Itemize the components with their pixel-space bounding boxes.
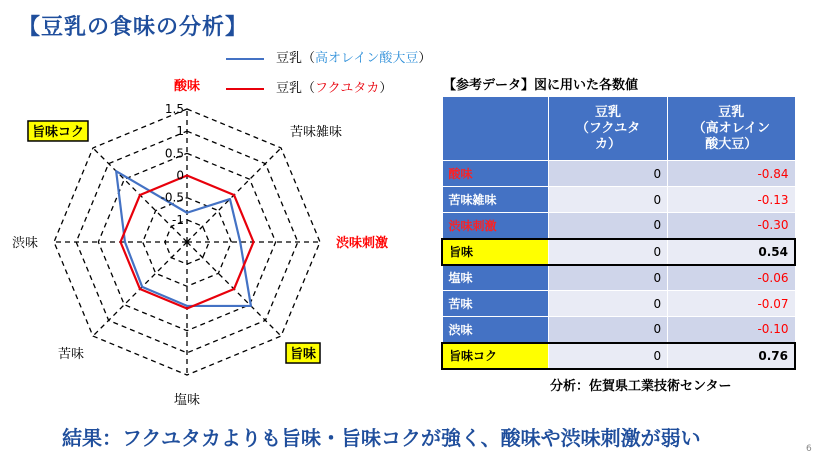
row-label: 塩味 bbox=[442, 265, 548, 291]
axis-label: 塩味 bbox=[174, 393, 201, 408]
table-header-row bbox=[442, 97, 795, 161]
axis-label: 旨味 bbox=[290, 347, 317, 363]
value-fukuyutaka: 0 bbox=[548, 161, 667, 187]
value-fukuyutaka: 0 bbox=[548, 239, 667, 265]
value-fukuyutaka: 0 bbox=[548, 317, 667, 343]
axis-label: 苦味 bbox=[57, 347, 84, 363]
value-high-oleic: 0.54 bbox=[668, 239, 795, 265]
source-credit: 分析：佐賀県工業技術センター bbox=[550, 379, 732, 394]
axis-label: 渋味 bbox=[12, 236, 39, 251]
value-high-oleic: -0.10 bbox=[668, 317, 795, 343]
table-header-cell bbox=[442, 97, 548, 161]
page-number: 6 bbox=[806, 444, 812, 454]
tick-label: 0.5 bbox=[164, 146, 184, 161]
table-row-highlight bbox=[442, 239, 795, 265]
table-row bbox=[442, 161, 795, 187]
value-high-oleic: 0.76 bbox=[668, 343, 795, 369]
axis-label: 苦味雑味 bbox=[290, 124, 343, 140]
tick-label: -0.5 bbox=[160, 190, 184, 205]
row-label: 渋味刺激 bbox=[442, 213, 548, 239]
table-row-highlight bbox=[442, 343, 795, 369]
legend-item-fukuyutaka bbox=[226, 74, 431, 104]
row-label: 苦味雑味 bbox=[442, 187, 548, 213]
tick-label: 1 bbox=[176, 124, 184, 139]
legend-swatch-red bbox=[226, 88, 264, 90]
chart-legend bbox=[226, 44, 431, 104]
table-header-high-oleic: 豆乳 （高オレイン 酸大豆） bbox=[668, 97, 795, 161]
value-fukuyutaka: 0 bbox=[548, 187, 667, 213]
legend-label: 豆乳（フクユタカ） bbox=[276, 81, 393, 96]
slide-title: 【豆乳の食味の分析】 bbox=[18, 15, 249, 40]
table-row bbox=[442, 317, 795, 343]
value-high-oleic: -0.13 bbox=[668, 187, 795, 213]
axis-label: 旨味コク bbox=[31, 124, 84, 140]
table-row bbox=[442, 291, 795, 317]
value-high-oleic: -0.07 bbox=[668, 291, 795, 317]
row-label: 旨味コク bbox=[442, 343, 548, 369]
tick-label: -1 bbox=[172, 212, 184, 227]
row-label: 渋味 bbox=[442, 317, 548, 343]
table-row bbox=[442, 213, 795, 239]
radar-grid bbox=[54, 109, 320, 375]
table-row bbox=[442, 187, 795, 213]
value-high-oleic: -0.84 bbox=[668, 161, 795, 187]
table-row bbox=[442, 265, 795, 291]
value-high-oleic: -0.06 bbox=[668, 265, 795, 291]
table-title: 【参考データ】図に用いた各数値 bbox=[443, 78, 639, 93]
value-fukuyutaka: 0 bbox=[548, 291, 667, 317]
axis-label: 酸味 bbox=[174, 79, 201, 94]
reference-data-table bbox=[441, 96, 796, 370]
row-label: 酸味 bbox=[442, 161, 548, 187]
value-high-oleic: -0.30 bbox=[668, 213, 795, 239]
tick-label: 0 bbox=[176, 168, 184, 183]
row-label: 旨味 bbox=[442, 239, 548, 265]
legend-item-high-oleic bbox=[226, 44, 431, 74]
value-fukuyutaka: 0 bbox=[548, 343, 667, 369]
conclusion-text: 結果：フクユタカよりも旨味・旨味コクが強く、酸味や渋味刺激が弱い bbox=[62, 426, 701, 450]
value-fukuyutaka: 0 bbox=[548, 265, 667, 291]
table-header-fukuyutaka: 豆乳 （フクユタ カ） bbox=[548, 97, 667, 161]
axis-labels bbox=[12, 78, 388, 408]
legend-swatch-blue bbox=[226, 58, 264, 60]
legend-label: 豆乳（高オレイン酸大豆） bbox=[276, 51, 432, 66]
row-label: 苦味 bbox=[442, 291, 548, 317]
tick-label: 1.5 bbox=[164, 102, 184, 116]
axis-label: 渋味刺激 bbox=[336, 236, 389, 251]
value-fukuyutaka: 0 bbox=[548, 213, 667, 239]
